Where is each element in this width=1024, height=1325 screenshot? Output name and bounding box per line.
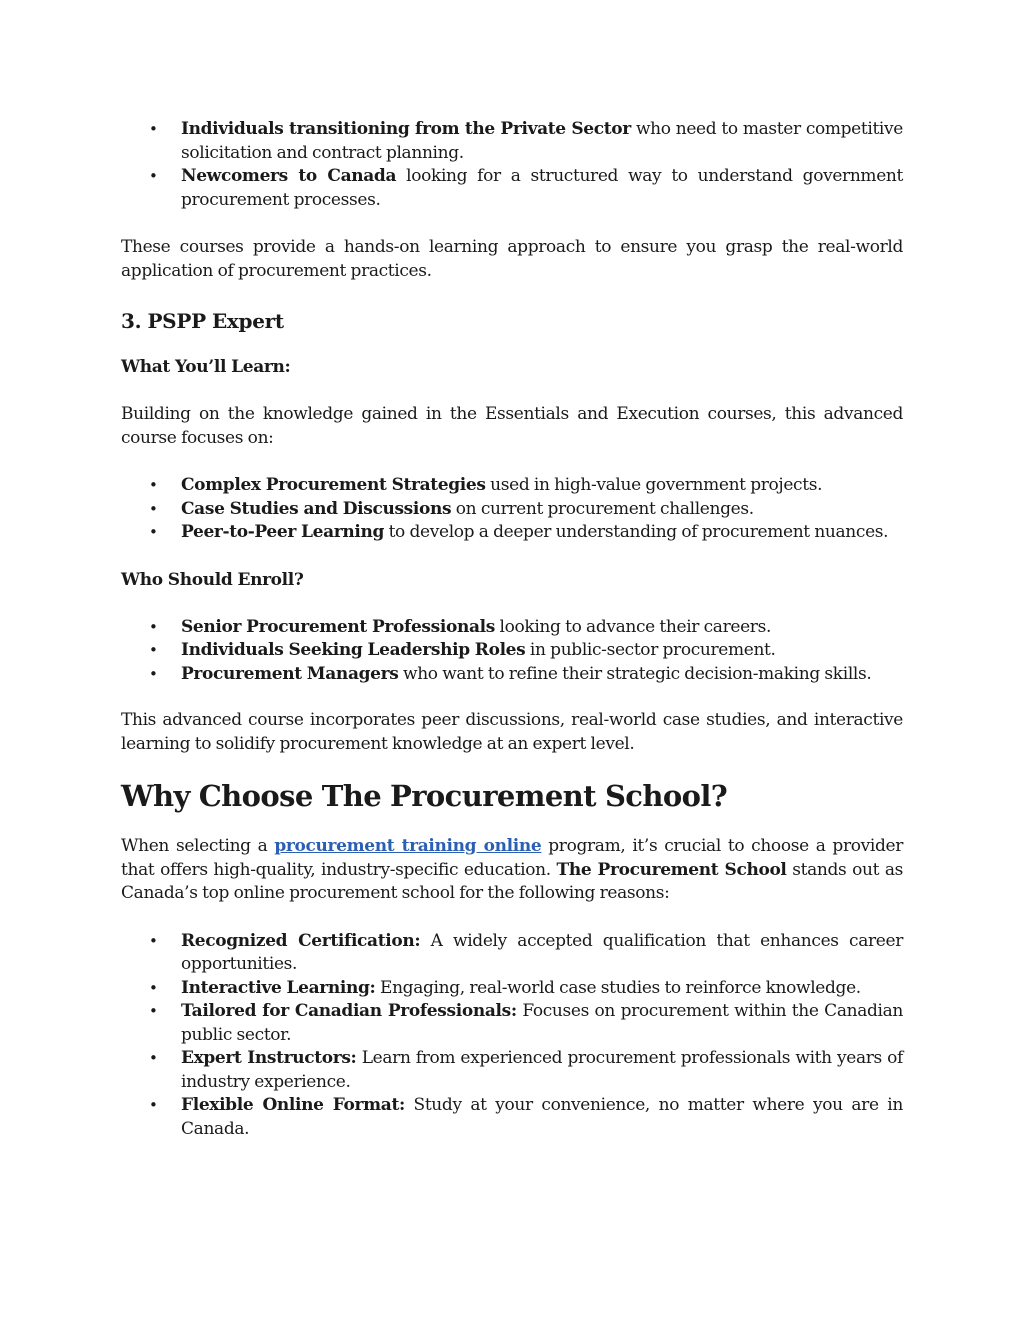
list-item-bold: Peer-to-Peer Learning	[181, 522, 385, 542]
list-item-bold: Flexible Online Format:	[181, 1095, 405, 1115]
list-item-bold: Complex Procurement Strategies	[181, 475, 486, 495]
list-item	[181, 639, 903, 663]
why-paragraph-suffix: stands out as Canada’s top online procurement school for the following reasons:	[121, 859, 903, 903]
list-item-text: who want to refine their strategic decision-making skills.	[398, 663, 872, 684]
why-paragraph-prefix: When selecting a	[121, 836, 275, 856]
intro-paragraph: These courses provide a hands-on learning approach to ensure you grasp the real-world application of procurement practices.	[121, 237, 903, 281]
subheading-who-should-enroll: Who Should Enroll?	[121, 569, 304, 590]
list-item	[181, 977, 903, 1001]
why-choose-heading: Why Choose The Procurement School?	[121, 779, 728, 813]
why-paragraph-mid: program, it’s crucial to choose a provider that offers high-quality, industry-specific education.	[121, 836, 903, 880]
list-item-text: used in high-value government projects.	[485, 475, 823, 495]
list-item	[181, 474, 903, 498]
list-item-text: looking to advance their careers.	[494, 616, 771, 637]
intro-bullet-list	[121, 118, 903, 212]
list-item-bold: Expert Instructors:	[181, 1048, 357, 1068]
list-item	[181, 498, 903, 522]
list-item-text: who need to master competitive solicitation and contract planning.	[181, 119, 903, 163]
list-item-text: Engaging, real-world case studies to reinforce knowledge.	[375, 977, 861, 998]
list-item	[181, 663, 903, 687]
list-item-bold: Recognized Certification:	[181, 930, 421, 951]
list-item-text: A widely accepted qualification that enhances career opportunities.	[181, 930, 903, 974]
document-page	[121, 118, 903, 1141]
learn-paragraph: Building on the knowledge gained in the Essentials and Execution courses, this advanced course focuses on:	[121, 404, 903, 448]
list-item	[181, 616, 903, 640]
enroll-bullet-list	[121, 616, 903, 687]
section-heading-pspp-expert: 3. PSPP Expert	[121, 309, 284, 333]
list-item-text: to develop a deeper understanding of procurement nuances.	[384, 522, 889, 542]
list-item-text: Learn from experienced procurement professionals with years of industry experience.	[181, 1048, 903, 1092]
list-item-bold: Procurement Managers	[181, 663, 399, 684]
list-item-text: Study at your convenience, no matter where you are in Canada.	[181, 1095, 903, 1139]
list-item-bold: Tailored for Canadian Professionals:	[181, 1001, 517, 1021]
list-item-bold: Newcomers to Canada	[181, 166, 397, 186]
why-paragraph-bold: The Procurement School	[556, 859, 787, 880]
closing-paragraph: This advanced course incorporates peer discussions, real-world case studies, and interactive learning to solidify procurement knowledge at an expert level.	[121, 710, 903, 754]
learn-bullet-list	[121, 474, 903, 545]
list-item	[181, 118, 903, 165]
list-item	[181, 521, 903, 545]
list-item	[181, 1094, 903, 1141]
list-item-bold: Senior Procurement Professionals	[181, 616, 495, 637]
list-item-text: on current procurement challenges.	[451, 498, 754, 519]
list-item-text: looking for a structured way to understand government procurement processes.	[181, 166, 903, 210]
list-item	[181, 165, 903, 212]
subheading-what-youll-learn: What You’ll Learn:	[121, 357, 291, 377]
reasons-bullet-list	[121, 930, 903, 1142]
list-item	[181, 930, 903, 977]
why-paragraph	[121, 835, 903, 906]
list-item-bold: Individuals transitioning from the Private Sector	[181, 119, 631, 139]
list-item	[181, 1000, 903, 1047]
list-item-bold: Individuals Seeking Leadership Roles	[181, 640, 526, 660]
list-item-bold: Case Studies and Discussions	[181, 498, 452, 519]
list-item-text: in public-sector procurement.	[525, 640, 776, 660]
list-item	[181, 1047, 903, 1094]
list-item-bold: Interactive Learning:	[181, 977, 376, 998]
procurement-training-online-link[interactable]: procurement training online	[274, 836, 542, 856]
list-item-text: Focuses on procurement within the Canadian public sector.	[181, 1001, 903, 1045]
